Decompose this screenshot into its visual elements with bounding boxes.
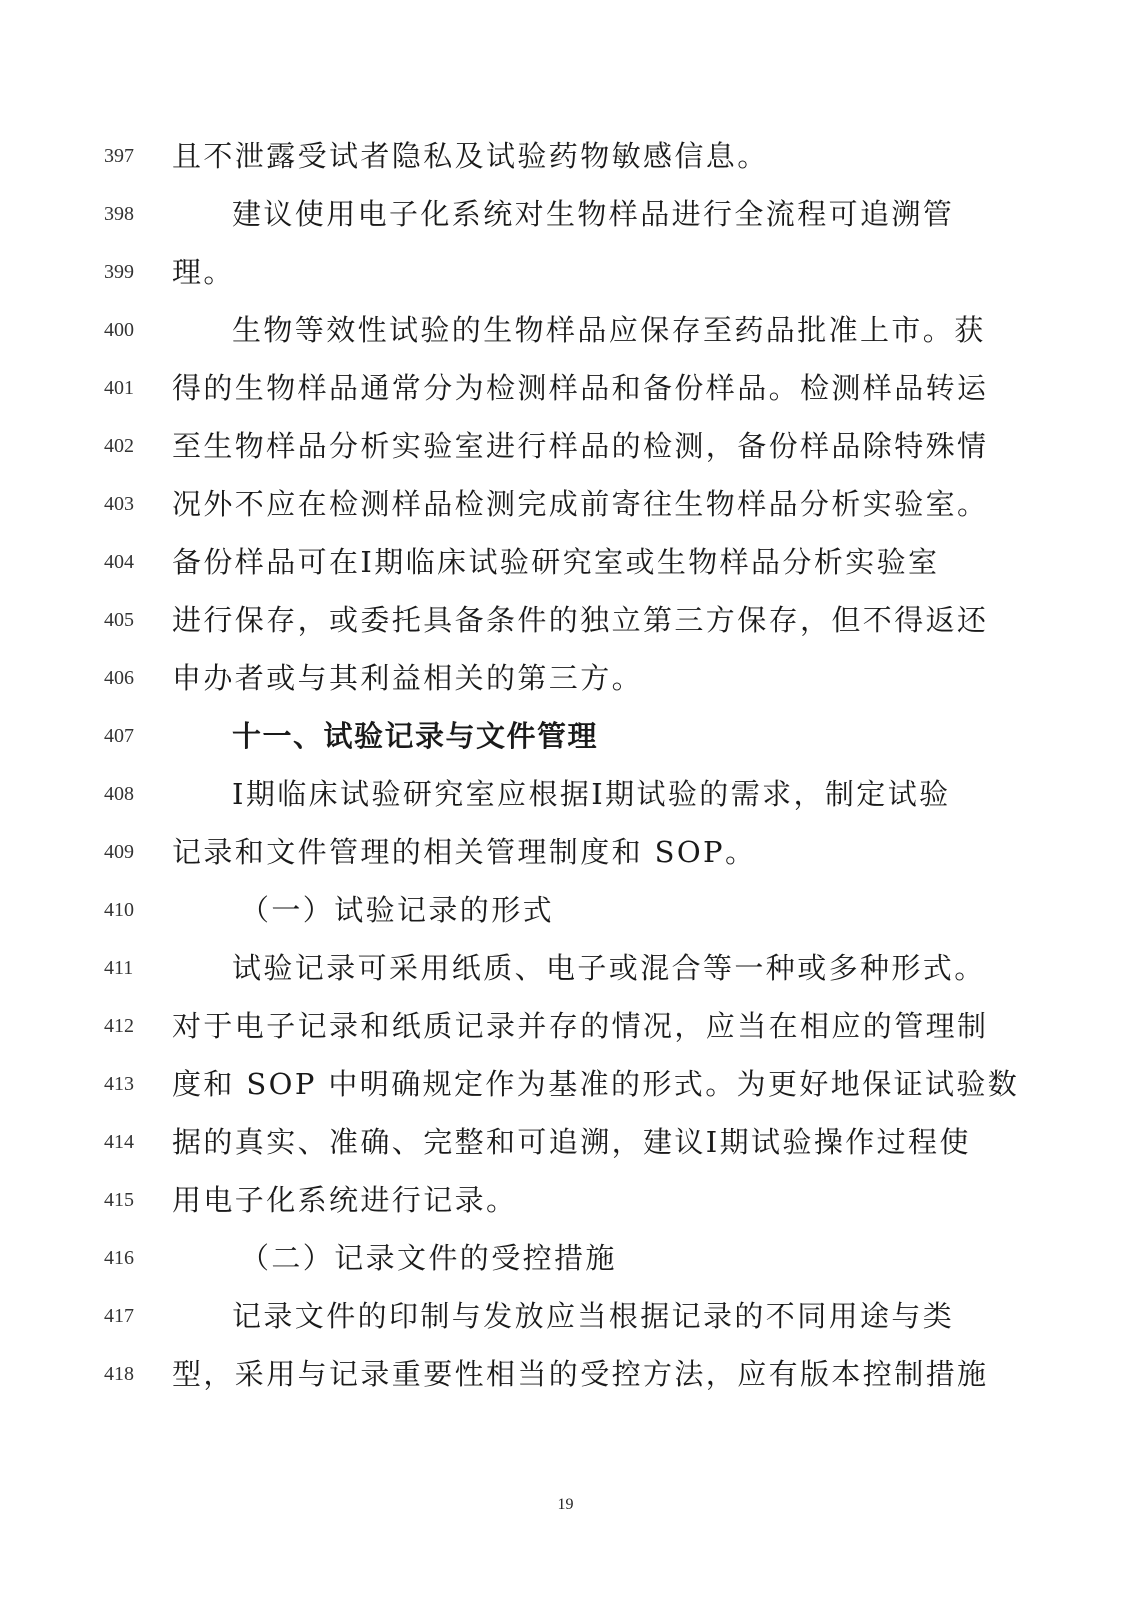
text-line <box>0 310 1131 350</box>
text-line <box>0 1064 1131 1104</box>
page-number: 19 <box>557 1496 574 1513</box>
text-line <box>0 658 1131 698</box>
text-line <box>0 136 1131 176</box>
line-number: 398 <box>104 203 134 225</box>
heading-text: 十一、试验记录与文件管理 <box>232 719 599 753</box>
line-text: 备份样品可在Ⅰ期临床试验研究室或生物样品分析实验室 <box>172 545 940 579</box>
text-line <box>0 368 1131 408</box>
text-line <box>0 1354 1131 1394</box>
line-text: 且不泄露受试者隐私及试验药物敏感信息。 <box>172 139 769 173</box>
line-number: 408 <box>104 783 134 805</box>
line-text: 用电子化系统进行记录。 <box>172 1183 518 1217</box>
text-line <box>0 484 1131 524</box>
text-line <box>0 948 1131 988</box>
line-text: 至生物样品分析实验室进行样品的检测，备份样品除特殊情 <box>172 429 989 463</box>
line-text: 型，采用与记录重要性相当的受控方法，应有版本控制措施 <box>172 1357 989 1391</box>
line-number: 415 <box>104 1189 134 1211</box>
line-number: 409 <box>104 841 134 863</box>
line-number: 401 <box>104 377 134 399</box>
line-number: 414 <box>104 1131 134 1153</box>
text-line <box>0 252 1131 292</box>
line-number: 412 <box>104 1015 134 1037</box>
line-text: 况外不应在检测样品检测完成前寄往生物样品分析实验室。 <box>172 487 989 521</box>
line-number: 404 <box>104 551 134 573</box>
line-text: 记录和文件管理的相关管理制度和 SOP。 <box>172 835 757 869</box>
line-text: 申办者或与其利益相关的第三方。 <box>172 661 644 695</box>
line-text: 试验记录可采用纸质、电子或混合等一种或多种形式。 <box>232 951 986 985</box>
line-number: 405 <box>104 609 134 631</box>
line-text: 度和 SOP 中明确规定作为基准的形式。为更好地保证试验数 <box>172 1067 1020 1101</box>
text-line <box>0 774 1131 814</box>
line-number: 402 <box>104 435 134 457</box>
heading-text: （一）试验记录的形式 <box>240 893 555 927</box>
line-text: Ⅰ期临床试验研究室应根据Ⅰ期试验的需求，制定试验 <box>232 777 951 811</box>
text-line <box>0 194 1131 234</box>
text-line <box>0 600 1131 640</box>
line-number: 417 <box>104 1305 134 1327</box>
text-line <box>0 1180 1131 1220</box>
line-text: 理。 <box>172 255 235 289</box>
section-heading <box>0 716 1131 756</box>
text-line <box>0 1296 1131 1336</box>
line-text: 记录文件的印制与发放应当根据记录的不同用途与类 <box>232 1299 955 1333</box>
line-number: 418 <box>104 1363 134 1385</box>
subsection-heading <box>0 890 1131 930</box>
line-number: 403 <box>104 493 134 515</box>
subsection-heading <box>0 1238 1131 1278</box>
line-number: 411 <box>104 957 134 979</box>
line-number: 397 <box>104 145 134 167</box>
line-text: 建议使用电子化系统对生物样品进行全流程可追溯管 <box>232 197 955 231</box>
line-number: 399 <box>104 261 134 283</box>
line-text: 据的真实、准确、完整和可追溯，建议Ⅰ期试验操作过程使 <box>172 1125 971 1159</box>
line-text: 对于电子记录和纸质记录并存的情况，应当在相应的管理制 <box>172 1009 989 1043</box>
line-number: 406 <box>104 667 134 689</box>
line-number: 400 <box>104 319 134 341</box>
line-number: 407 <box>104 725 134 747</box>
text-line <box>0 832 1131 872</box>
text-line <box>0 1122 1131 1162</box>
line-text: 进行保存，或委托具备条件的独立第三方保存，但不得返还 <box>172 603 989 637</box>
line-number: 416 <box>104 1247 134 1269</box>
line-number: 410 <box>104 899 134 921</box>
text-line <box>0 1006 1131 1046</box>
line-number: 413 <box>104 1073 134 1095</box>
text-line <box>0 426 1131 466</box>
line-text: 生物等效性试验的生物样品应保存至药品批准上市。获 <box>232 313 986 347</box>
text-line <box>0 542 1131 582</box>
line-text: 得的生物样品通常分为检测样品和备份样品。检测样品转运 <box>172 371 989 405</box>
heading-text: （二）记录文件的受控措施 <box>240 1241 617 1275</box>
